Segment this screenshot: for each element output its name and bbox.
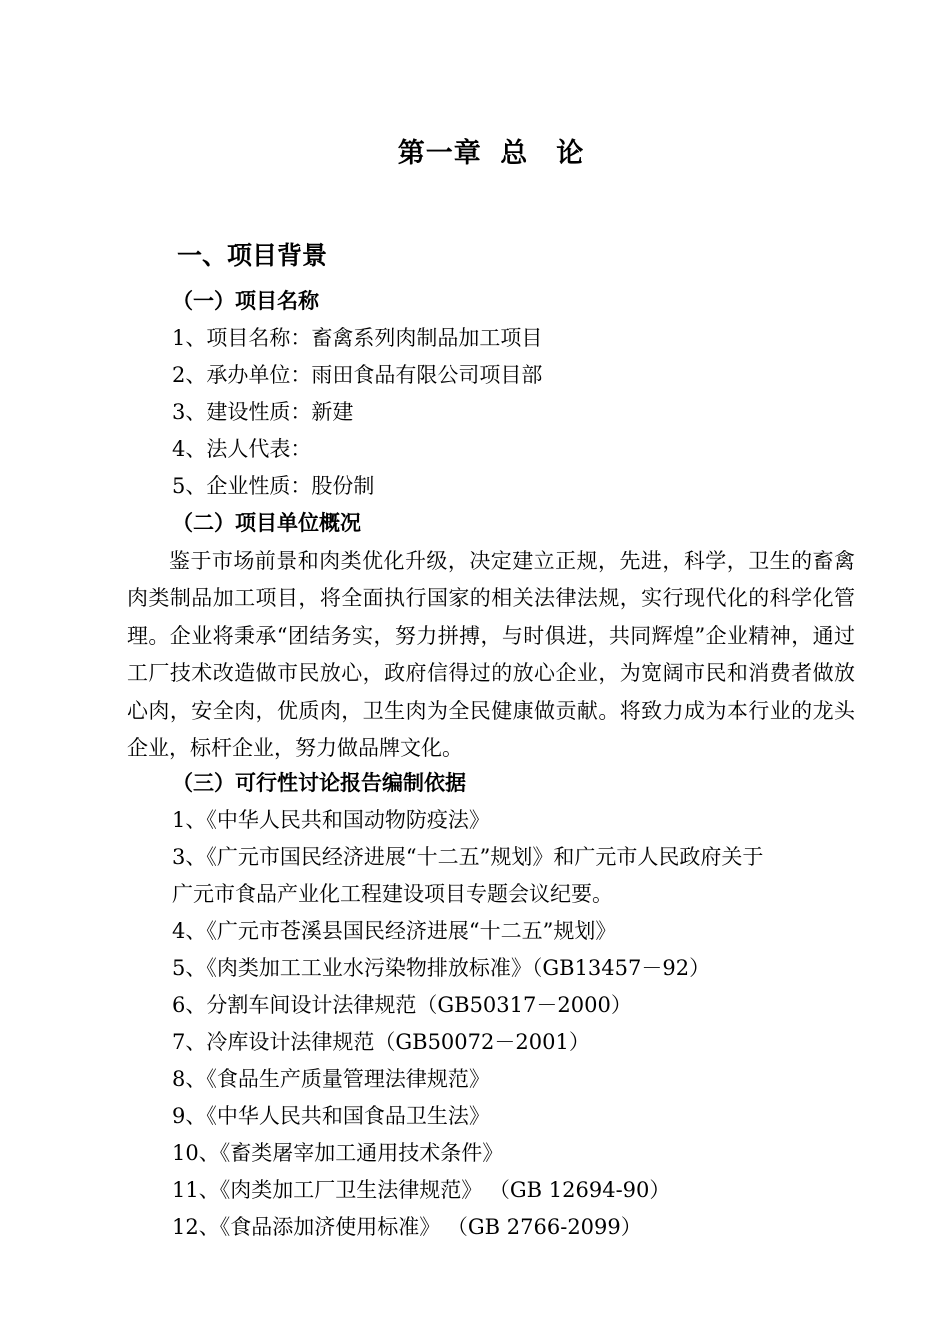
list-item: 5、《肉类加工工业水污染物排放标准》（GB13457－92） — [172, 956, 711, 980]
list-item: 1、项目名称：畜禽系列肉制品加工项目 — [172, 326, 543, 350]
list-item: 3、《广元市国民经济进展“十二五”规划》和广元市人民政府关于 — [172, 845, 764, 869]
section-title: 一、项目背景 — [177, 241, 328, 270]
list-item: 1、《中华人民共和国动物防疫法》 — [172, 808, 490, 832]
list-item: 5、企业性质：股份制 — [172, 474, 375, 498]
list-item: 3、建设性质：新建 — [172, 400, 354, 424]
list-item: 11、《肉类加工厂卫生法律规范》 （GB 12694-90） — [172, 1178, 671, 1202]
list-item: 4、《广元市苍溪县国民经济进展“十二五”规划》 — [172, 919, 617, 943]
list-item: 10、《畜类屠宰加工通用技术条件》 — [172, 1141, 504, 1165]
list-item: 2、承办单位：雨田食品有限公司项目部 — [172, 363, 543, 387]
subsection-heading-project-name: （一）项目名称 — [172, 288, 319, 313]
list-item: 9、《中华人民共和国食品卫生法》 — [172, 1104, 490, 1128]
list-item: 4、法人代表： — [172, 437, 312, 461]
list-item: 广元市食品产业化工程建设项目专题会议纪要。 — [172, 882, 613, 906]
overview-paragraph: 鉴于市场前景和肉类优化升级，决定建立正规，先进，科学，卫生的畜禽肉类制品加工项目，将全面执行国家的相关法律法规，实行现代化的科学化管理。企业将秉承“团结务实，努力拼搏，与时俱进，共同辉煌”企业精神，通过工厂技术改造做市民放心，政府信得过的放心企业，为宽阔市民和消费者做放心肉，安全肉，优质肉，卫生肉为全民健康做贡献。将致力成为本行业的龙头企业，标杆企业，努力做品牌文化。 — [127, 549, 855, 761]
list-item: 8、《食品生产质量管理法律规范》 — [172, 1067, 490, 1091]
list-item: 7、冷库设计法律规范（GB50072－2001） — [172, 1030, 590, 1054]
subsection-heading-basis: （三）可行性讨论报告编制依据 — [172, 770, 466, 795]
list-item: 6、分割车间设计法律规范（GB50317－2000） — [172, 993, 632, 1017]
subsection-heading-unit-overview: （二）项目单位概况 — [172, 510, 361, 535]
list-item: 12、《食品添加济使用标准》 （GB 2766-2099） — [172, 1215, 642, 1239]
chapter-title: 第一章 总 论 — [397, 138, 585, 169]
